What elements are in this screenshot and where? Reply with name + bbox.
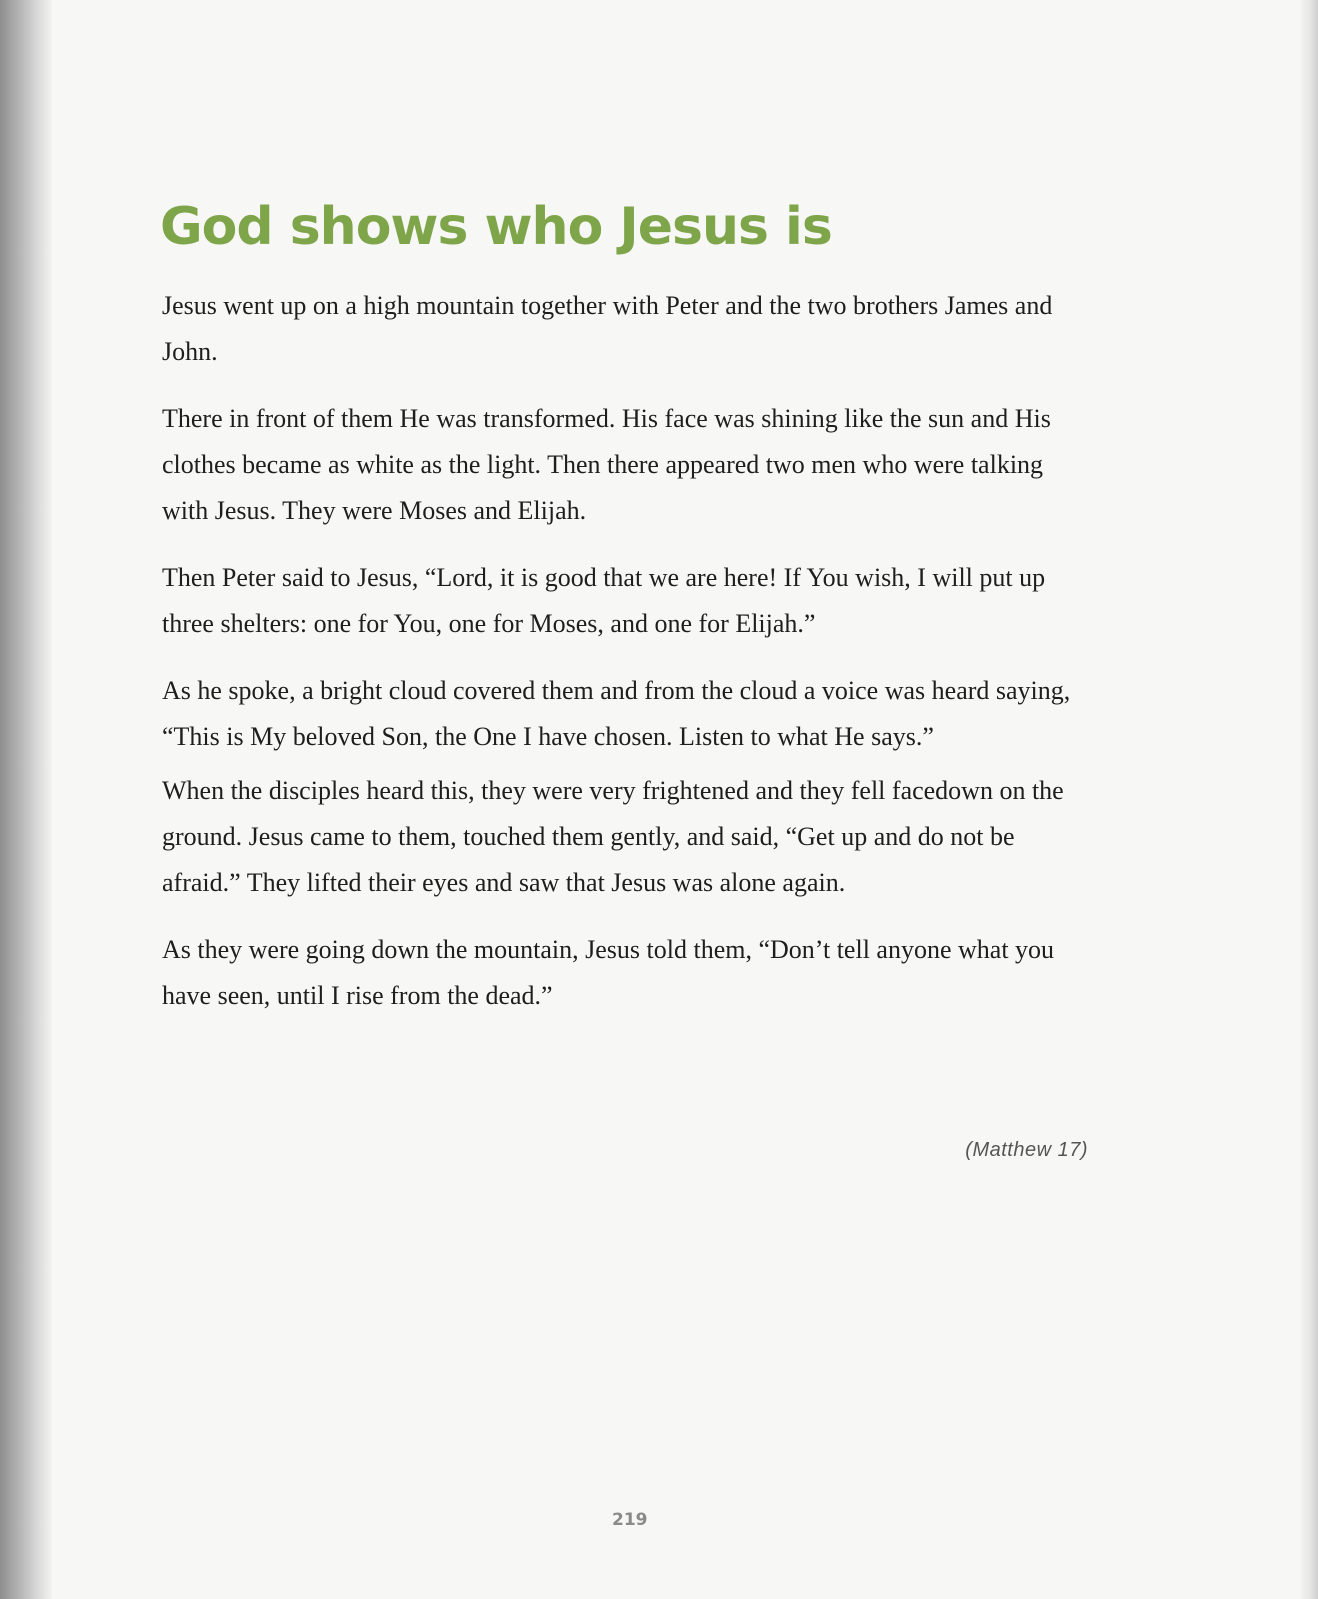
story-text xyxy=(162,283,1092,1040)
paragraph: Then Peter said to Jesus, “Lord, it is good that we are here! If You wish, I will put up three shelters: one for You, one for Moses, and one for Elijah.” xyxy=(162,563,1046,638)
page-number: 219 xyxy=(612,1510,648,1530)
paragraph: As he spoke, a bright cloud covered them and from the cloud a voice was heard saying, “This is My beloved Son, the One I have chosen. Listen to what He says.” xyxy=(162,676,1071,751)
paragraph: Jesus went up on a high mountain together with Peter and the two brothers James and John. xyxy=(162,291,1053,366)
scripture-citation: (Matthew 17) xyxy=(965,1139,1088,1161)
paragraph: As they were going down the mountain, Jesus told them, “Don’t tell anyone what you have seen, until I rise from the dead.” xyxy=(162,935,1055,1010)
page-title: God shows who Jesus is xyxy=(160,197,832,257)
paragraph: There in front of them He was transformed. His face was shining like the sun and His clothes became as white as the light. Then there appeared two men who were talking with Jesus. They were Moses and Elijah. xyxy=(162,404,1051,525)
paragraph: When the disciples heard this, they were very frightened and they fell facedown on the ground. Jesus came to them, touched them gently, and said, “Get up and do not be afraid.” They lifted their eyes and saw that Jesus was alone again. xyxy=(162,776,1064,897)
